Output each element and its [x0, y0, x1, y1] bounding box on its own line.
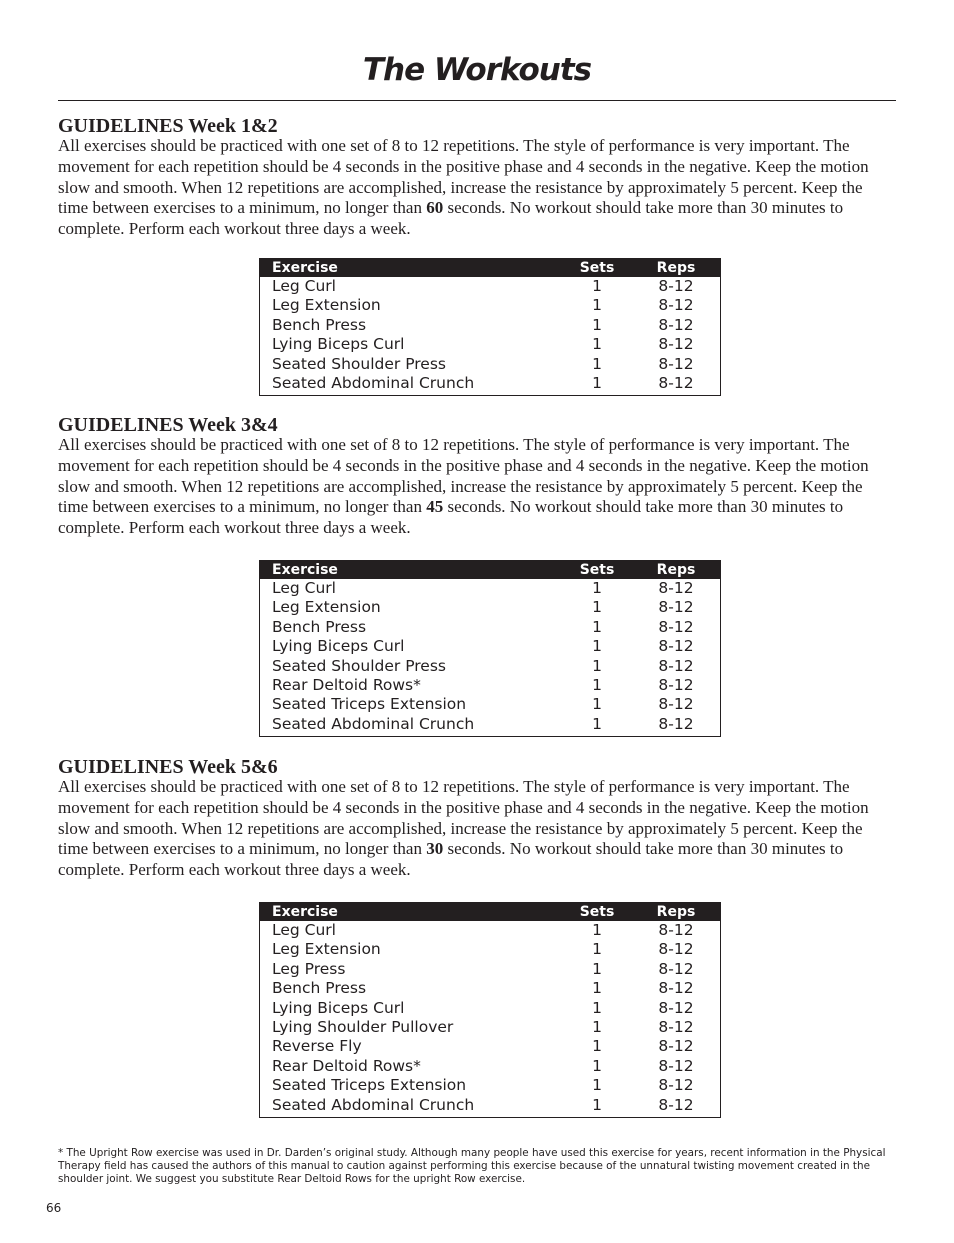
cell-reps: 8-12	[658, 714, 694, 733]
cell-sets: 1	[592, 959, 602, 978]
section-paragraph	[58, 777, 888, 881]
cell-exercise: Leg Press	[272, 959, 346, 978]
cell-sets: 1	[592, 921, 602, 939]
section-week-3-4	[58, 413, 888, 539]
footnote: * The Upright Row exercise was used in Dr. Darden’s original study. Although many people have used this exercise for years, recent information in the Physical Therapy field has caused the authors of this manual to caution against performing this exercise because of the unnatural twisting movement created in the shoulder joint. We suggest you substitute Rear Deltoid Rows for the upright Row exercise.	[58, 1147, 886, 1185]
column-header-sets: Sets	[579, 904, 615, 920]
table-row	[260, 335, 720, 354]
cell-sets: 1	[592, 695, 602, 714]
cell-sets: 1	[592, 373, 602, 392]
paragraph-text: seconds. No workout should take more than 30 minutes to complete. Perform each workout three days a week.	[58, 497, 844, 538]
cell-exercise: Bench Press	[272, 315, 367, 334]
cell-exercise: Seated Triceps Extension	[272, 1076, 467, 1095]
section-week-1-2	[58, 114, 888, 240]
table-row	[260, 960, 720, 979]
cell-sets: 1	[592, 277, 602, 295]
cell-reps: 8-12	[658, 1056, 694, 1075]
cell-exercise: Bench Press	[272, 617, 367, 636]
column-header-sets: Sets	[579, 260, 615, 276]
cell-reps: 8-12	[658, 1017, 694, 1036]
table-row	[260, 598, 720, 617]
table-row	[260, 1037, 720, 1056]
cell-sets: 1	[592, 617, 602, 636]
cell-sets: 1	[592, 675, 602, 694]
table-row	[260, 715, 720, 734]
column-header-reps: Reps	[656, 904, 696, 920]
cell-reps: 8-12	[658, 979, 694, 998]
paragraph-text: All exercises should be practiced with one set of 8 to 12 repetitions. The style of performance is very important. The movement for each repetition should be 4 seconds in the positive phase and 4 seconds in the negative. Keep the motion slow and smooth. When 12 repetitions are accomplished, increase the resistance by approximately 5 percent. Keep the time between exercises to a minimum, no longer than	[58, 136, 869, 218]
cell-sets: 1	[592, 998, 602, 1017]
cell-exercise: Seated Shoulder Press	[272, 354, 446, 373]
table-row	[260, 1096, 720, 1115]
cell-reps: 8-12	[658, 998, 694, 1017]
title-rule	[58, 100, 896, 101]
cell-reps: 8-12	[658, 315, 694, 334]
cell-exercise: Bench Press	[272, 979, 367, 998]
cell-sets: 1	[592, 1095, 602, 1114]
cell-sets: 1	[592, 714, 602, 733]
exercise-table-week-3-4	[259, 560, 721, 737]
cell-exercise: Leg Extension	[272, 598, 381, 617]
cell-reps: 8-12	[658, 1037, 694, 1056]
table-row	[260, 921, 720, 940]
cell-sets: 1	[592, 335, 602, 354]
table-row	[260, 695, 720, 714]
rest-seconds: 45	[426, 497, 444, 517]
table-row	[260, 676, 720, 695]
page-number: 66	[46, 1201, 62, 1215]
cell-reps: 8-12	[658, 637, 694, 656]
paragraph-text: All exercises should be practiced with one set of 8 to 12 repetitions. The style of performance is very important. The movement for each repetition should be 4 seconds in the positive phase and 4 seconds in the negative. Keep the motion slow and smooth. When 12 repetitions are accomplished, increase the resistance by approximately 5 percent. Keep the time between exercises to a minimum, no longer than	[58, 777, 869, 859]
cell-reps: 8-12	[658, 940, 694, 959]
cell-reps: 8-12	[658, 1095, 694, 1114]
column-header-exercise: Exercise	[272, 904, 338, 920]
cell-exercise: Seated Abdominal Crunch	[272, 1095, 475, 1114]
table-header	[260, 903, 720, 921]
paragraph-text: seconds. No workout should take more than 30 minutes to complete. Perform each workout three days a week.	[58, 839, 844, 880]
cell-reps: 8-12	[658, 1076, 694, 1095]
cell-reps: 8-12	[658, 277, 694, 295]
cell-reps: 8-12	[658, 296, 694, 315]
cell-exercise: Seated Abdominal Crunch	[272, 373, 475, 392]
table-row	[260, 579, 720, 598]
exercise-table-week-1-2	[259, 258, 721, 396]
cell-sets: 1	[592, 1037, 602, 1056]
cell-sets: 1	[592, 598, 602, 617]
section-heading: GUIDELINES Week 1&2	[58, 115, 278, 137]
cell-sets: 1	[592, 354, 602, 373]
cell-exercise: Seated Abdominal Crunch	[272, 714, 475, 733]
cell-sets: 1	[592, 296, 602, 315]
table-row	[260, 657, 720, 676]
cell-exercise: Lying Biceps Curl	[272, 335, 405, 354]
cell-sets: 1	[592, 1076, 602, 1095]
cell-exercise: Leg Curl	[272, 277, 336, 295]
table-bottom-padding	[260, 1115, 720, 1117]
cell-exercise: Lying Biceps Curl	[272, 998, 405, 1017]
section-week-5-6	[58, 755, 888, 881]
table-row	[260, 296, 720, 315]
table-row	[260, 1076, 720, 1095]
exercise-table-week-5-6	[259, 902, 721, 1118]
cell-reps: 8-12	[658, 921, 694, 939]
cell-exercise: Rear Deltoid Rows*	[272, 675, 421, 694]
column-header-reps: Reps	[656, 260, 696, 276]
section-paragraph	[58, 136, 888, 240]
column-header-exercise: Exercise	[272, 562, 338, 578]
cell-reps: 8-12	[658, 695, 694, 714]
table-bottom-padding	[260, 393, 720, 395]
table-row	[260, 999, 720, 1018]
table-row	[260, 979, 720, 998]
section-heading: GUIDELINES Week 5&6	[58, 756, 278, 778]
cell-reps: 8-12	[658, 354, 694, 373]
cell-exercise: Leg Extension	[272, 940, 381, 959]
table-row	[260, 940, 720, 959]
table-header	[260, 259, 720, 277]
cell-exercise: Leg Curl	[272, 579, 336, 597]
cell-exercise: Leg Curl	[272, 921, 336, 939]
table-row	[260, 1057, 720, 1076]
cell-reps: 8-12	[658, 373, 694, 392]
column-header-sets: Sets	[579, 562, 615, 578]
cell-sets: 1	[592, 1056, 602, 1075]
cell-exercise: Leg Extension	[272, 296, 381, 315]
cell-reps: 8-12	[658, 675, 694, 694]
cell-exercise: Seated Shoulder Press	[272, 656, 446, 675]
table-row	[260, 374, 720, 393]
cell-sets: 1	[592, 1017, 602, 1036]
cell-exercise: Seated Triceps Extension	[272, 695, 467, 714]
page-title: The Workouts	[362, 52, 592, 88]
cell-reps: 8-12	[658, 656, 694, 675]
cell-exercise: Rear Deltoid Rows*	[272, 1056, 421, 1075]
cell-exercise: Lying Shoulder Pullover	[272, 1017, 454, 1036]
table-row	[260, 637, 720, 656]
cell-reps: 8-12	[658, 959, 694, 978]
cell-exercise: Lying Biceps Curl	[272, 637, 405, 656]
cell-reps: 8-12	[658, 598, 694, 617]
table-row	[260, 618, 720, 637]
cell-sets: 1	[592, 579, 602, 597]
cell-sets: 1	[592, 940, 602, 959]
column-header-reps: Reps	[656, 562, 696, 578]
cell-sets: 1	[592, 315, 602, 334]
cell-exercise: Reverse Fly	[272, 1037, 362, 1056]
section-heading: GUIDELINES Week 3&4	[58, 414, 278, 436]
table-row	[260, 355, 720, 374]
cell-reps: 8-12	[658, 579, 694, 597]
table-row	[260, 316, 720, 335]
column-header-exercise: Exercise	[272, 260, 338, 276]
paragraph-text: All exercises should be practiced with one set of 8 to 12 repetitions. The style of performance is very important. The movement for each repetition should be 4 seconds in the positive phase and 4 seconds in the negative. Keep the motion slow and smooth. When 12 repetitions are accomplished, increase the resistance by approximately 5 percent. Keep the time between exercises to a minimum, no longer than	[58, 435, 869, 517]
cell-sets: 1	[592, 979, 602, 998]
cell-sets: 1	[592, 637, 602, 656]
table-header	[260, 561, 720, 579]
table-row	[260, 277, 720, 296]
paragraph-text: seconds. No workout should take more than 30 minutes to complete. Perform each workout three days a week.	[58, 198, 844, 239]
cell-sets: 1	[592, 656, 602, 675]
cell-reps: 8-12	[658, 617, 694, 636]
rest-seconds: 60	[426, 198, 444, 218]
section-paragraph	[58, 435, 888, 539]
cell-reps: 8-12	[658, 335, 694, 354]
table-bottom-padding	[260, 734, 720, 736]
table-row	[260, 1018, 720, 1037]
rest-seconds: 30	[426, 839, 444, 859]
